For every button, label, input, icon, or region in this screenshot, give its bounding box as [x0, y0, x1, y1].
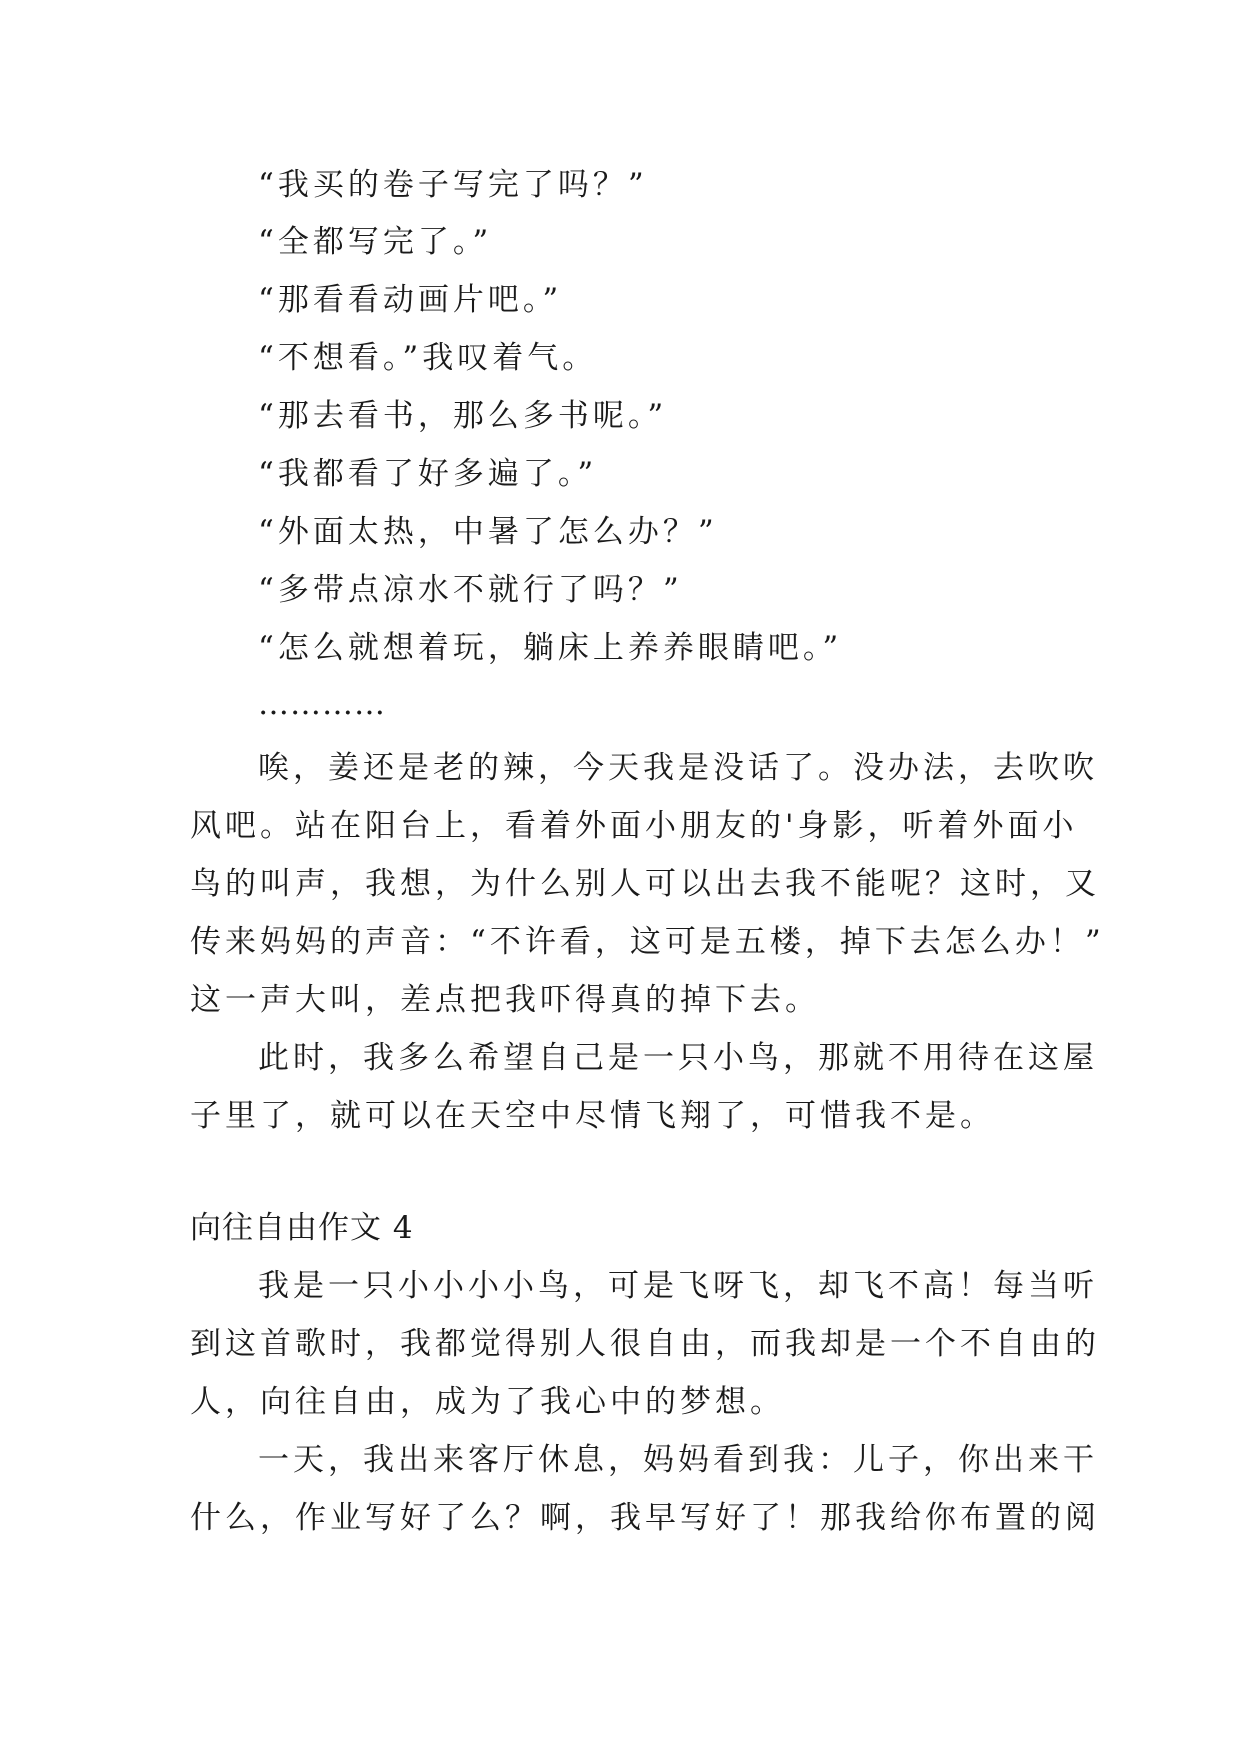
paragraph-line: 到这首歌时，我都觉得别人很自由，而我却是一个不自由的: [190, 1326, 1100, 1362]
dialogue-line: “不想看。”我叹着气。: [258, 340, 598, 376]
dialogue-line: “多带点凉水不就行了吗？”: [258, 572, 683, 608]
paragraph-line: 我是一只小小小小鸟，可是飞呀飞，却飞不高！每当听: [258, 1268, 1098, 1304]
paragraph-line: 这一声大叫，差点把我吓得真的掉下去。: [190, 982, 820, 1018]
paragraph-line: 子里了，就可以在天空中尽情飞翔了，可惜我不是。: [190, 1098, 995, 1134]
dialogue-line: “那去看书，那么多书呢。”: [258, 398, 668, 434]
dialogue-line: “我都看了好多遍了。”: [258, 456, 598, 492]
paragraph-line: 唉，姜还是老的辣，今天我是没话了。没办法，去吹吹: [258, 750, 1098, 786]
dialogue-line: “怎么就想着玩，躺床上养养眼睛吧。”: [258, 630, 843, 666]
dialogue-line: “外面太热，中暑了怎么办？”: [258, 514, 718, 550]
paragraph-line: 一天，我出来客厅休息，妈妈看到我：儿子，你出来干: [258, 1442, 1098, 1478]
dialogue-line: “全都写完了。”: [258, 224, 493, 260]
dialogue-line: “我买的卷子写完了吗？”: [258, 167, 648, 203]
section-title: 向往自由作文 4: [190, 1210, 414, 1246]
paragraph-line: 传来妈妈的声音：“不许看，这可是五楼，掉下去怎么办！”: [190, 924, 1105, 960]
dialogue-line: “那看看动画片吧。”: [258, 282, 563, 318]
paragraph-line: 什么，作业写好了么？啊，我早写好了！那我给你布置的阅: [190, 1500, 1100, 1536]
paragraph-line: 此时，我多么希望自己是一只小鸟，那就不用待在这屋: [258, 1040, 1098, 1076]
ellipsis-line: …………: [258, 686, 386, 722]
paragraph-line: 鸟的叫声，我想，为什么别人可以出去我不能呢？这时，又: [190, 866, 1100, 902]
paragraph-line: 风吧。站在阳台上，看着外面小朋友的'身影，听着外面小: [190, 808, 1078, 844]
paragraph-line: 人，向往自由，成为了我心中的梦想。: [190, 1384, 785, 1420]
